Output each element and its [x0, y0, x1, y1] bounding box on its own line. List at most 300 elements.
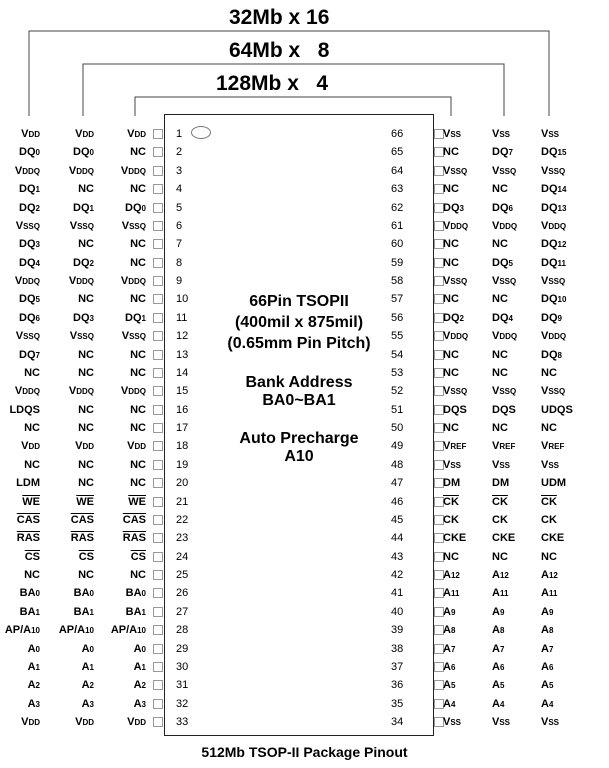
pin-66-x4-signal: VSS [443, 128, 462, 140]
pin-60-x16-signal: DQ12 [541, 238, 567, 251]
pin-51-x4-signal: DQS [443, 403, 467, 416]
pin-pad-22 [153, 515, 163, 525]
pin-number-11: 11 [176, 311, 188, 324]
pin-44-x16-signal: CKE [541, 532, 565, 545]
pin-23-x16-signal: $\overline{RAS}$ [16, 532, 40, 545]
pin-10-x4-signal: NC [130, 293, 146, 306]
pin-number-49: 49 [391, 440, 404, 453]
pin-17-x8-signal: NC [78, 422, 94, 434]
pin-58-x8-signal: VSSQ [492, 275, 517, 287]
pin-19-x4-signal: NC [130, 458, 146, 471]
pin-number-50: 50 [391, 422, 404, 434]
pin-16-x4-signal: NC [130, 403, 146, 416]
pin-24-x4-signal: $\overline{CS}$ [130, 550, 146, 563]
pin-pad-4 [153, 184, 163, 194]
pin-54-x8-signal: NC [492, 348, 508, 361]
pin-29-x4-signal: A0 [133, 642, 146, 655]
pin-number-63: 63 [391, 183, 404, 196]
pin-number-7: 7 [176, 238, 183, 251]
pin-34-x16-signal: VSS [541, 716, 560, 728]
pin-number-42: 42 [391, 569, 404, 581]
pin-pad-13 [153, 350, 163, 360]
pin-34-x8-signal: VSS [492, 716, 511, 728]
pin-49-x4-signal: VREF [443, 440, 467, 453]
pin-27-x4-signal: BA1 [125, 605, 146, 618]
pin-8-x8-signal: DQ2 [73, 256, 94, 269]
pin-11-x4-signal: DQ1 [125, 311, 146, 324]
pin-25-x8-signal: NC [78, 569, 94, 581]
pin-number-59: 59 [391, 256, 404, 269]
pin-37-x4-signal: A6 [443, 660, 456, 673]
pin-24-x8-signal: $\overline{CS}$ [78, 550, 94, 563]
pin-64-x4-signal: VSSQ [443, 164, 468, 177]
pin-32-x16-signal: A3 [27, 697, 40, 710]
pin-55-x16-signal: VDDQ [541, 330, 567, 343]
pin-number-57: 57 [391, 293, 404, 306]
diagram-caption: 512Mb TSOP-II Package Pinout [201, 744, 408, 760]
pin-25-x4-signal: NC [130, 569, 146, 581]
pin-11-x8-signal: DQ3 [73, 311, 94, 324]
pin-number-20: 20 [176, 477, 189, 490]
pin-11-x16-signal: DQ6 [19, 311, 40, 324]
pin-14-x8-signal: NC [78, 366, 94, 379]
pin-number-43: 43 [391, 550, 404, 563]
pin-pad-14 [153, 368, 163, 378]
pin-33-x16-signal: VDD [21, 716, 40, 728]
pin-number-27: 27 [176, 605, 189, 618]
pin-number-15: 15 [176, 385, 189, 398]
pin-number-23: 23 [176, 532, 189, 545]
pin-number-18: 18 [176, 440, 189, 453]
pin-2-x4-signal: NC [130, 146, 146, 159]
pin-number-4: 4 [176, 183, 183, 196]
pin-pad-15 [153, 386, 163, 396]
pin-pad-30 [153, 662, 163, 672]
pin-19-x8-signal: NC [78, 458, 94, 471]
pin-14-x16-signal: NC [24, 366, 40, 379]
pin-21-x4-signal: $\overline{WE}$ [128, 495, 146, 508]
pin-57-x16-signal: DQ10 [541, 293, 567, 306]
pin-pad-21 [153, 497, 163, 507]
pin-pad-11 [153, 313, 163, 323]
pin-58-x4-signal: VSSQ [443, 275, 468, 287]
pin-56-x16-signal: DQ9 [541, 311, 562, 324]
pin-6-x16-signal: VSSQ [15, 219, 40, 232]
pin-6-x8-signal: VSSQ [69, 219, 94, 232]
pin-61-x16-signal: VDDQ [541, 219, 567, 232]
pin-51-x16-signal: UDQS [541, 403, 573, 416]
pin-pad-33 [153, 717, 163, 727]
pin-55-x4-signal: VDDQ [443, 330, 469, 343]
pin-14-x4-signal: NC [130, 366, 146, 379]
pin-54-x4-signal: NC [443, 348, 459, 361]
pin-6-x4-signal: VSSQ [121, 219, 146, 232]
pin-13-x4-signal: NC [130, 348, 146, 361]
pin-62-x4-signal: DQ3 [443, 201, 464, 214]
chip-auto-precharge-label: Auto Precharge [239, 430, 359, 447]
pin-4-x8-signal: NC [78, 183, 94, 196]
config-title-x16: 32Mb x 16 [229, 6, 330, 29]
pin-31-x4-signal: A2 [133, 679, 146, 692]
pin-40-x4-signal: A9 [443, 605, 456, 618]
pin-12-x16-signal: VSSQ [15, 330, 40, 343]
pin-number-6: 6 [176, 219, 183, 232]
pin-36-x8-signal: A5 [492, 679, 505, 692]
pin-16-x8-signal: NC [78, 403, 94, 416]
pin-4-x4-signal: NC [130, 183, 146, 196]
pin-46-x4-signal: $\overline{CK}$ [443, 495, 459, 508]
pin-63-x16-signal: DQ14 [541, 183, 567, 196]
pin-number-60: 60 [391, 238, 404, 251]
pin-51-x8-signal: DQS [492, 403, 516, 416]
pin-number-37: 37 [391, 660, 404, 673]
pin-36-x4-signal: A5 [443, 679, 456, 692]
pin-pad-24 [153, 552, 163, 562]
pin-50-x4-signal: NC [443, 422, 459, 434]
pin-number-40: 40 [391, 605, 404, 618]
pin-17-x16-signal: NC [24, 422, 40, 434]
pin-pad-17 [153, 423, 163, 433]
pin-pad-9 [153, 276, 163, 286]
pin-number-1: 1 [176, 128, 183, 140]
pin-number-61: 61 [391, 219, 404, 232]
pin-24-x16-signal: $\overline{CS}$ [24, 550, 40, 563]
pin-39-x8-signal: A8 [492, 624, 505, 637]
pin-5-x8-signal: DQ1 [73, 201, 94, 214]
pin-number-2: 2 [176, 146, 183, 159]
pin-27-x8-signal: BA1 [73, 605, 94, 618]
pin-number-13: 13 [176, 348, 189, 361]
pin-26-x4-signal: BA0 [125, 587, 146, 600]
pin-61-x4-signal: VDDQ [443, 219, 469, 232]
pin-45-x4-signal: CK [443, 513, 459, 526]
pin-18-x8-signal: VDD [75, 440, 94, 453]
pin-28-x8-signal: AP/A10 [58, 624, 94, 637]
pin-number-12: 12 [176, 330, 189, 343]
chip-bank-address-label: Bank Address [245, 374, 353, 391]
pin-number-9: 9 [176, 275, 183, 287]
pin-57-x4-signal: NC [443, 293, 459, 306]
pin-10-x16-signal: DQ5 [19, 293, 40, 306]
pin-number-58: 58 [391, 275, 404, 287]
pin-pad-12 [153, 331, 163, 341]
pin-1-x4-signal: VDD [127, 128, 146, 140]
pin-3-x4-signal: VDDQ [120, 164, 146, 177]
pin-number-19: 19 [176, 458, 189, 471]
pin-pad-25 [153, 570, 163, 580]
pin-20-x16-signal: LDM [16, 477, 40, 490]
chip-bank-address-value: BA0~BA1 [262, 392, 336, 409]
pin-41-x8-signal: A11 [492, 587, 509, 600]
pin-8-x4-signal: NC [130, 256, 146, 269]
pin-35-x8-signal: A4 [492, 697, 505, 710]
pin-49-x8-signal: VREF [492, 440, 516, 453]
pin-number-29: 29 [176, 642, 189, 655]
chip-auto-precharge-value: A10 [284, 448, 314, 465]
pin-18-x16-signal: VDD [21, 440, 40, 453]
pin-number-47: 47 [391, 477, 404, 490]
pin-number-8: 8 [176, 256, 183, 269]
pin-3-x16-signal: VDDQ [14, 164, 40, 177]
pin-44-x4-signal: CKE [443, 532, 467, 545]
chip-pin-pitch: (0.65mm Pin Pitch) [227, 335, 371, 352]
pin-31-x8-signal: A2 [81, 679, 94, 692]
pin-58-x16-signal: VSSQ [541, 275, 566, 287]
pin-pad-1 [153, 129, 163, 139]
pin-number-16: 16 [176, 403, 189, 416]
pin-53-x4-signal: NC [443, 366, 459, 379]
pin-42-x4-signal: A12 [443, 569, 460, 581]
pin-pad-10 [153, 294, 163, 304]
pin-21-x16-signal: $\overline{WE}$ [22, 495, 40, 508]
pin-32-x4-signal: A3 [133, 697, 146, 710]
pin-52-x16-signal: VSSQ [541, 385, 566, 398]
pin-3-x8-signal: VDDQ [68, 164, 94, 177]
pin-number-54: 54 [391, 348, 404, 361]
pin-pad-28 [153, 625, 163, 635]
pin-32-x8-signal: A3 [81, 697, 94, 710]
pin-42-x8-signal: A12 [492, 569, 509, 581]
pin-22-x16-signal: $\overline{CAS}$ [16, 513, 40, 526]
pin-13-x8-signal: NC [78, 348, 94, 361]
pin-number-25: 25 [176, 569, 189, 581]
pin-37-x16-signal: A6 [541, 660, 554, 673]
pin-56-x8-signal: DQ4 [492, 311, 513, 324]
pin-pad-8 [153, 258, 163, 268]
pin-39-x16-signal: A8 [541, 624, 554, 637]
pin-40-x8-signal: A9 [492, 605, 505, 618]
pin-41-x4-signal: A11 [443, 587, 460, 600]
pin-pad-26 [153, 588, 163, 598]
pin-31-x16-signal: A2 [27, 679, 40, 692]
pin-10-x8-signal: NC [78, 293, 94, 306]
pin-number-44: 44 [391, 532, 404, 545]
pin-pad-18 [153, 441, 163, 451]
pin-63-x4-signal: NC [443, 183, 459, 196]
pin-18-x4-signal: VDD [127, 440, 146, 453]
pin-48-x16-signal: VSS [541, 458, 560, 471]
pin-28-x16-signal: AP/A10 [4, 624, 40, 637]
pin-number-45: 45 [391, 513, 404, 526]
pin-number-48: 48 [391, 458, 404, 471]
pin-15-x8-signal: VDDQ [68, 385, 94, 398]
pin-57-x8-signal: NC [492, 293, 508, 306]
pin-48-x4-signal: VSS [443, 458, 462, 471]
pin-13-x16-signal: DQ7 [19, 348, 40, 361]
pin-number-28: 28 [176, 624, 189, 637]
pin-30-x16-signal: A1 [27, 660, 40, 673]
pin-2-x8-signal: DQ0 [73, 146, 94, 159]
pin-number-33: 33 [176, 716, 189, 728]
pin-22-x8-signal: $\overline{CAS}$ [70, 513, 94, 526]
pin-number-3: 3 [176, 164, 183, 177]
pin-number-5: 5 [176, 201, 183, 214]
pin-pad-7 [153, 239, 163, 249]
pin-56-x4-signal: DQ2 [443, 311, 464, 324]
pin-36-x16-signal: A5 [541, 679, 554, 692]
pin-66-x16-signal: VSS [541, 128, 560, 140]
pin-64-x16-signal: VSSQ [541, 164, 566, 177]
pin-44-x8-signal: CKE [492, 532, 516, 545]
pin-8-x16-signal: DQ4 [19, 256, 40, 269]
pin-number-21: 21 [176, 495, 189, 508]
pin-29-x16-signal: A0 [27, 642, 40, 655]
pin-54-x16-signal: DQ8 [541, 348, 562, 361]
pin-4-x16-signal: DQ1 [19, 183, 40, 196]
pin-35-x4-signal: A4 [443, 697, 456, 710]
pin-pad-5 [153, 203, 163, 213]
pin-38-x8-signal: A7 [492, 642, 505, 655]
pin-55-x8-signal: VDDQ [492, 330, 518, 343]
pin-33-x8-signal: VDD [75, 716, 94, 728]
pin-64-x8-signal: VSSQ [492, 164, 517, 177]
pin-7-x8-signal: NC [78, 238, 94, 251]
pin-15-x4-signal: VDDQ [120, 385, 146, 398]
pin-7-x16-signal: DQ3 [19, 238, 40, 251]
pin-22-x4-signal: $\overline{CAS}$ [122, 513, 146, 526]
pin-37-x8-signal: A6 [492, 660, 505, 673]
pin-number-22: 22 [176, 513, 189, 526]
pin-27-x16-signal: BA1 [19, 605, 40, 618]
pin-9-x8-signal: VDDQ [68, 275, 94, 287]
pin-number-62: 62 [391, 201, 404, 214]
chip-package-size: (400mil x 875mil) [234, 314, 364, 331]
pin-pad-31 [153, 680, 163, 690]
pin-number-34: 34 [391, 716, 404, 728]
pin-number-32: 32 [176, 697, 189, 710]
pin-38-x16-signal: A7 [541, 642, 554, 655]
config-title-x8: 64Mb x 8 [229, 39, 330, 62]
pin-5-x4-signal: DQ0 [125, 201, 146, 214]
pin-39-x4-signal: A8 [443, 624, 456, 637]
pin-28-x4-signal: AP/A10 [110, 624, 146, 637]
pin-9-x4-signal: VDDQ [120, 275, 146, 287]
pin-23-x8-signal: $\overline{RAS}$ [70, 532, 94, 545]
pin-61-x8-signal: VDDQ [492, 219, 518, 232]
pin-1-x8-signal: VDD [75, 128, 94, 140]
pin-47-x16-signal: UDM [541, 477, 567, 490]
pin-43-x16-signal: NC [541, 550, 557, 563]
pin-59-x16-signal: DQ11 [541, 256, 566, 269]
pin-pad-23 [153, 533, 163, 543]
pin-30-x4-signal: A1 [133, 660, 146, 673]
pin-34-x4-signal: VSS [443, 716, 462, 728]
pin-38-x4-signal: A7 [443, 642, 456, 655]
pin-47-x8-signal: DM [492, 477, 510, 490]
pin-7-x4-signal: NC [130, 238, 146, 251]
pin-62-x16-signal: DQ13 [541, 201, 567, 214]
pin-59-x4-signal: NC [443, 256, 459, 269]
pin-number-31: 31 [176, 679, 189, 692]
pin-pad-2 [153, 147, 163, 157]
pin-number-52: 52 [391, 385, 404, 398]
config-title-x4: 128Mb x 4 [216, 72, 329, 95]
pin-21-x8-signal: $\overline{WE}$ [76, 495, 94, 508]
pin-50-x8-signal: NC [492, 422, 508, 434]
pin-65-x4-signal: NC [443, 146, 459, 159]
pin-5-x16-signal: DQ2 [19, 201, 40, 214]
pin-20-x8-signal: NC [78, 477, 94, 490]
pin-pad-16 [153, 405, 163, 415]
pin-12-x4-signal: VSSQ [121, 330, 146, 343]
pin-number-41: 41 [391, 587, 404, 600]
pin-43-x8-signal: NC [492, 550, 508, 563]
pin-number-17: 17 [176, 422, 189, 434]
pin-number-66: 66 [391, 128, 404, 140]
pin-63-x8-signal: NC [492, 183, 508, 196]
pin-50-x16-signal: NC [541, 422, 557, 434]
pin-pad-3 [153, 166, 163, 176]
pin-45-x16-signal: CK [541, 513, 557, 526]
pin-number-24: 24 [176, 550, 189, 563]
pin-49-x16-signal: VREF [541, 440, 565, 453]
pin-pad-6 [153, 221, 163, 231]
pin-15-x16-signal: VDDQ [14, 385, 40, 398]
pin-48-x8-signal: VSS [492, 458, 511, 471]
pin-35-x16-signal: A4 [541, 697, 554, 710]
pin-66-x8-signal: VSS [492, 128, 511, 140]
pin-65-x8-signal: DQ7 [492, 146, 513, 159]
pin-number-65: 65 [391, 146, 404, 159]
chip-package-name: 66Pin TSOPII [249, 293, 349, 310]
pin-52-x8-signal: VSSQ [492, 385, 517, 398]
pin-53-x16-signal: NC [541, 366, 557, 379]
pin-46-x8-signal: $\overline{CK}$ [492, 495, 508, 508]
pin-number-36: 36 [391, 679, 404, 692]
pin-16-x16-signal: LDQS [9, 403, 40, 416]
pin-45-x8-signal: CK [492, 513, 508, 526]
pin-number-10: 10 [176, 293, 189, 306]
pin-number-56: 56 [391, 311, 404, 324]
pin-52-x4-signal: VSSQ [443, 385, 468, 398]
pin-number-30: 30 [176, 660, 189, 673]
pin-number-35: 35 [391, 697, 404, 710]
pin-17-x4-signal: NC [130, 422, 146, 434]
pin-60-x8-signal: NC [492, 238, 508, 251]
pin-30-x8-signal: A1 [81, 660, 94, 673]
pin-42-x16-signal: A12 [541, 569, 558, 581]
pin-pad-19 [153, 460, 163, 470]
pin-number-26: 26 [176, 587, 189, 600]
pin-number-39: 39 [391, 624, 404, 637]
pin-25-x16-signal: NC [24, 569, 40, 581]
pin-number-38: 38 [391, 642, 404, 655]
pin-number-53: 53 [391, 366, 404, 379]
pin-59-x8-signal: DQ5 [492, 256, 513, 269]
pin-23-x4-signal: $\overline{RAS}$ [122, 532, 146, 545]
pin-60-x4-signal: NC [443, 238, 459, 251]
pin-29-x8-signal: A0 [81, 642, 94, 655]
pin-33-x4-signal: VDD [127, 716, 146, 728]
pin-62-x8-signal: DQ6 [492, 201, 513, 214]
pin-26-x16-signal: BA0 [19, 587, 40, 600]
pin-41-x16-signal: A11 [541, 587, 558, 600]
pin-47-x4-signal: DM [443, 477, 461, 490]
pin-number-46: 46 [391, 495, 404, 508]
pin-number-55: 55 [391, 330, 404, 343]
pin-2-x16-signal: DQ0 [19, 146, 40, 159]
pin-53-x8-signal: NC [492, 366, 508, 379]
pin-number-51: 51 [391, 403, 404, 416]
pin-12-x8-signal: VSSQ [69, 330, 94, 343]
pin-20-x4-signal: NC [130, 477, 146, 490]
pin-pad-32 [153, 699, 163, 709]
pin-number-14: 14 [176, 366, 189, 379]
pin-pad-20 [153, 478, 163, 488]
pin-pad-29 [153, 644, 163, 654]
pin-43-x4-signal: NC [443, 550, 459, 563]
pin-40-x16-signal: A9 [541, 605, 554, 618]
